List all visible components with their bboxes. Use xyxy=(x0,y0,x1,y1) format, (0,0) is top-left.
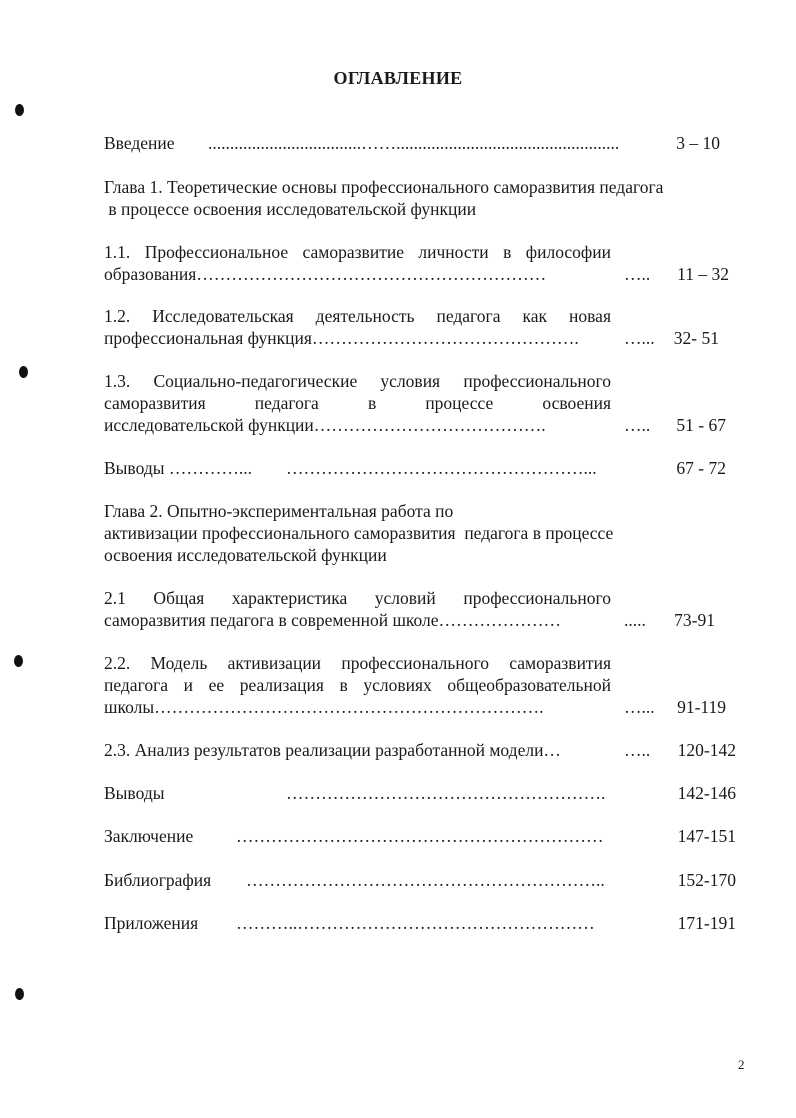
chapter-heading-line: активизации профессионального саморазвития педагога в процессе xyxy=(104,523,614,543)
binding-hole-mark xyxy=(19,366,28,378)
toc-entry-line: 2.1 Общая характеристика условий профессионального xyxy=(104,588,611,608)
toc-label-conclusion: Заключение xyxy=(104,826,194,846)
toc-page-range: 147-151 xyxy=(677,826,736,846)
toc-page-range: 171-191 xyxy=(677,913,736,933)
toc-leader-dots: ………..…………………………………………… xyxy=(236,913,595,933)
toc-entry-line: профессиональная функция………………………………………. xyxy=(104,328,579,348)
toc-entry-line: образования…………………………………………………… xyxy=(104,264,547,284)
chapter-heading-line: в процессе освоения исследовательской функции xyxy=(104,199,477,219)
toc-page-range: 73-91 xyxy=(674,610,715,630)
toc-page-range: 142-146 xyxy=(677,783,736,803)
toc-leader-dots: …... xyxy=(624,697,655,717)
toc-page-range: 67 - 72 xyxy=(676,458,726,478)
toc-entry-line: саморазвития педагога в процессе освоения xyxy=(104,393,611,413)
toc-entry-line: школы…………………………………………………………. xyxy=(104,697,544,717)
toc-page-range: 120-142 xyxy=(677,740,736,760)
toc-page-range: 91-119 xyxy=(677,697,726,717)
page-number: 2 xyxy=(738,1057,745,1072)
toc-label-bibliography: Библиография xyxy=(104,870,212,890)
toc-page-range: 3 – 10 xyxy=(676,133,720,153)
toc-entry-line: саморазвития педагога в современной школе………………… xyxy=(104,610,562,630)
chapter-heading-line: Глава 1. Теоретические основы профессионального саморазвития педагога xyxy=(104,177,664,197)
toc-page-range: 11 – 32 xyxy=(677,264,729,284)
toc-entry-line: 2.2. Модель активизации профессионального саморазвития xyxy=(104,653,611,673)
toc-entry-line: 1.2. Исследовательская деятельность педагога как новая xyxy=(104,306,611,326)
toc-entry-line: педагога и ее реализация в условиях общеобразовательной xyxy=(104,675,611,695)
toc-leader-dots: …... xyxy=(624,328,655,348)
toc-leader-dots: ….. xyxy=(624,415,651,435)
binding-hole-mark xyxy=(14,655,23,667)
chapter-heading-line: освоения исследовательской функции xyxy=(104,545,387,565)
toc-page-range: 152-170 xyxy=(677,870,736,890)
toc-leader-dots: ..... xyxy=(624,610,646,630)
toc-entry-line: 2.3. Анализ результатов реализации разработанной модели… xyxy=(104,740,561,760)
page-title: ОГЛАВЛЕНИЕ xyxy=(333,68,463,88)
toc-leader-dots: ………………………………………………. xyxy=(286,783,606,803)
toc-page-range: 32- 51 xyxy=(673,328,719,348)
toc-entry-line: исследовательской функции…………………………………. xyxy=(104,415,546,435)
toc-label-introduction: Введение xyxy=(104,133,175,153)
toc-label-conclusions: Выводы xyxy=(104,783,165,803)
toc-entry-line: 1.3. Социально-педагогические условия профессионального xyxy=(104,371,611,391)
toc-leader-dots: ……………………………………………... xyxy=(286,458,597,478)
toc-page-range: 51 - 67 xyxy=(676,415,726,435)
toc-leader-dots: ...................................……................................................... xyxy=(208,133,620,153)
toc-leader-dots: ….. xyxy=(624,740,651,760)
toc-label-appendices: Приложения xyxy=(104,913,199,933)
binding-hole-mark xyxy=(15,104,24,116)
toc-leader-dots: …………………………………………………….. xyxy=(246,870,605,890)
toc-leader-dots: ….. xyxy=(624,264,651,284)
binding-hole-mark xyxy=(15,988,24,1000)
toc-label-conclusions: Выводы …………... xyxy=(104,458,252,478)
toc-entry-line: 1.1. Профессиональное саморазвитие личности в философии xyxy=(104,242,611,262)
toc-leader-dots: ……………………………………………………… xyxy=(236,826,604,846)
chapter-heading-line: Глава 2. Опытно-экспериментальная работа по xyxy=(104,501,454,521)
